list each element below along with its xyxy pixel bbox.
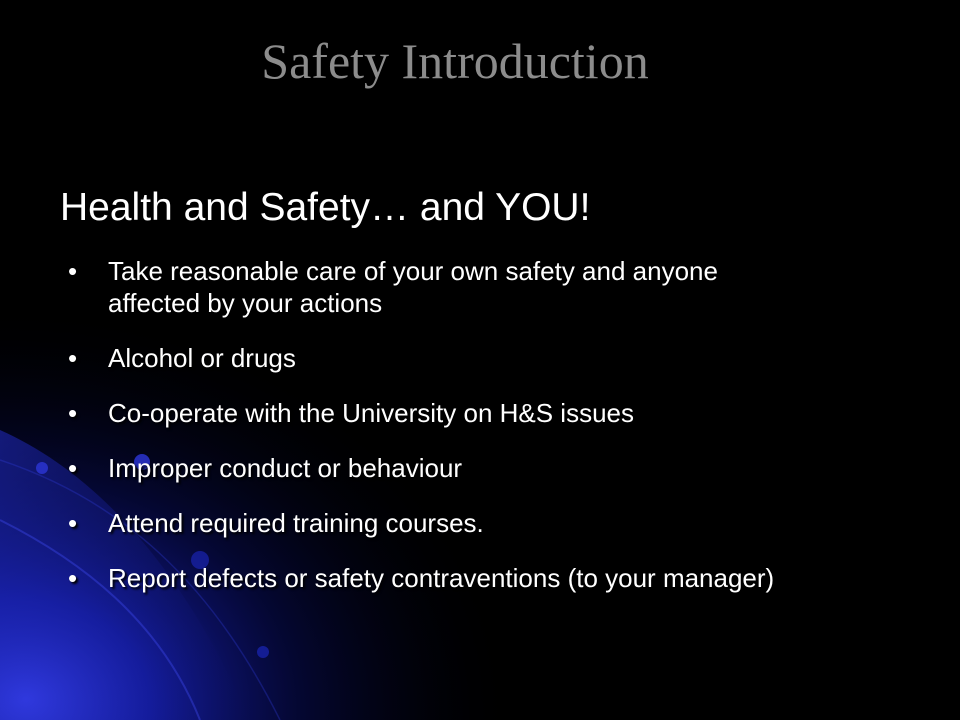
bullet-item — [60, 507, 950, 539]
decor-dot-1 — [36, 462, 48, 474]
bullet-list — [60, 255, 950, 617]
bullet-icon: • — [68, 398, 78, 428]
bullet-text-line: affected by your actions — [108, 288, 383, 318]
slide-title: Safety Introduction — [261, 33, 649, 89]
bullet-text-line: Report defects or safety contraventions (to your manager) — [108, 563, 775, 593]
bullet-item — [60, 452, 950, 484]
bullet-item — [60, 342, 950, 374]
bullet-text-line: Co-operate with the University on H&S issues — [108, 398, 635, 428]
decor-dot-4 — [257, 646, 269, 658]
bullet-text-line: Take reasonable care of your own safety and anyone — [108, 256, 718, 286]
bullet-item — [60, 255, 950, 319]
bullet-text-line: Attend required training courses. — [108, 508, 484, 538]
bullet-icon: • — [68, 453, 78, 483]
bullet-item — [60, 562, 950, 594]
bullet-icon: • — [68, 256, 78, 286]
bullet-icon: • — [68, 508, 78, 538]
bullet-icon: • — [68, 343, 78, 373]
slide-subtitle: Health and Safety… and YOU! — [60, 186, 591, 229]
bullet-text-line: Improper conduct or behaviour — [108, 453, 463, 483]
bullet-item — [60, 397, 950, 429]
bullet-text-line: Alcohol or drugs — [108, 343, 296, 373]
bullet-icon: • — [68, 563, 78, 593]
